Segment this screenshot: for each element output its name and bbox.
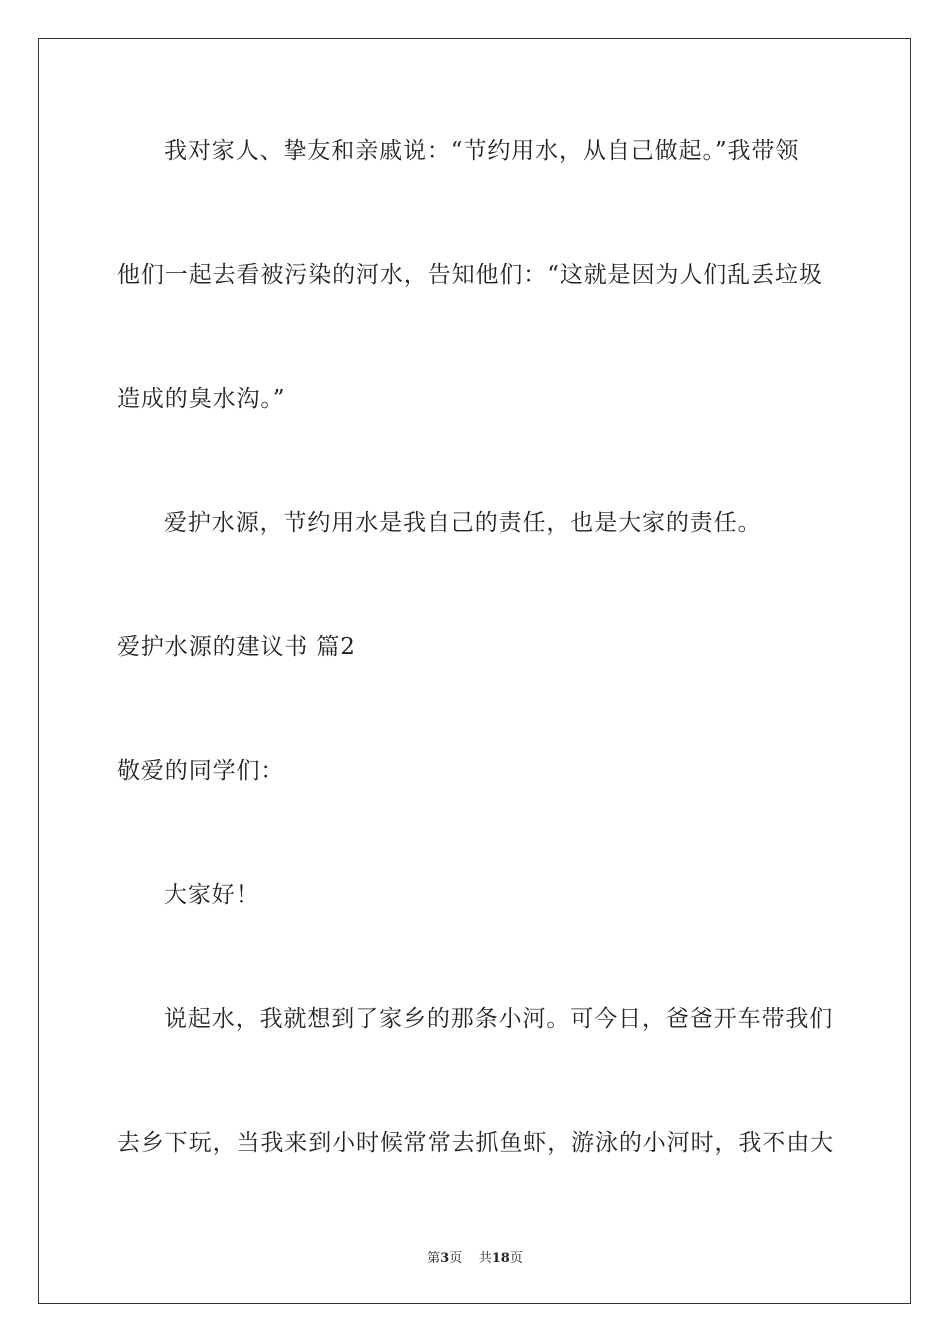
footer-page-number: 3 <box>440 1251 450 1266</box>
paragraph-line-9: 去乡下玩，当我来到小时候常常去抓鱼虾，游泳的小河时，我不由大 <box>117 1130 834 1156</box>
footer-total-suffix: 页 <box>509 1251 523 1266</box>
paragraph-line-3: 造成的臭水沟。” <box>117 386 286 412</box>
salutation: 敬爱的同学们： <box>117 758 285 784</box>
page-footer <box>0 1247 950 1266</box>
page-border <box>38 38 911 1304</box>
greeting: 大家好！ <box>164 882 260 908</box>
footer-total-number: 18 <box>491 1251 510 1266</box>
footer-page-suffix: 页 <box>449 1251 463 1266</box>
footer-total-prefix: 共 <box>478 1251 492 1266</box>
paragraph-line-2: 他们一起去看被污染的河水，告知他们：“这就是因为人们乱丢垃圾 <box>117 262 823 288</box>
paragraph-line-1: 我对家人、挚友和亲戚说：“节约用水，从自己做起。”我带领 <box>164 138 800 164</box>
footer-page-prefix: 第 <box>427 1251 441 1266</box>
paragraph-line-4: 爱护水源，节约用水是我自己的责任，也是大家的责任。 <box>164 510 762 536</box>
section-heading: 爱护水源的建议书 篇2 <box>117 634 356 660</box>
paragraph-line-8: 说起水，我就想到了家乡的那条小河。可今日，爸爸开车带我们 <box>164 1006 834 1032</box>
